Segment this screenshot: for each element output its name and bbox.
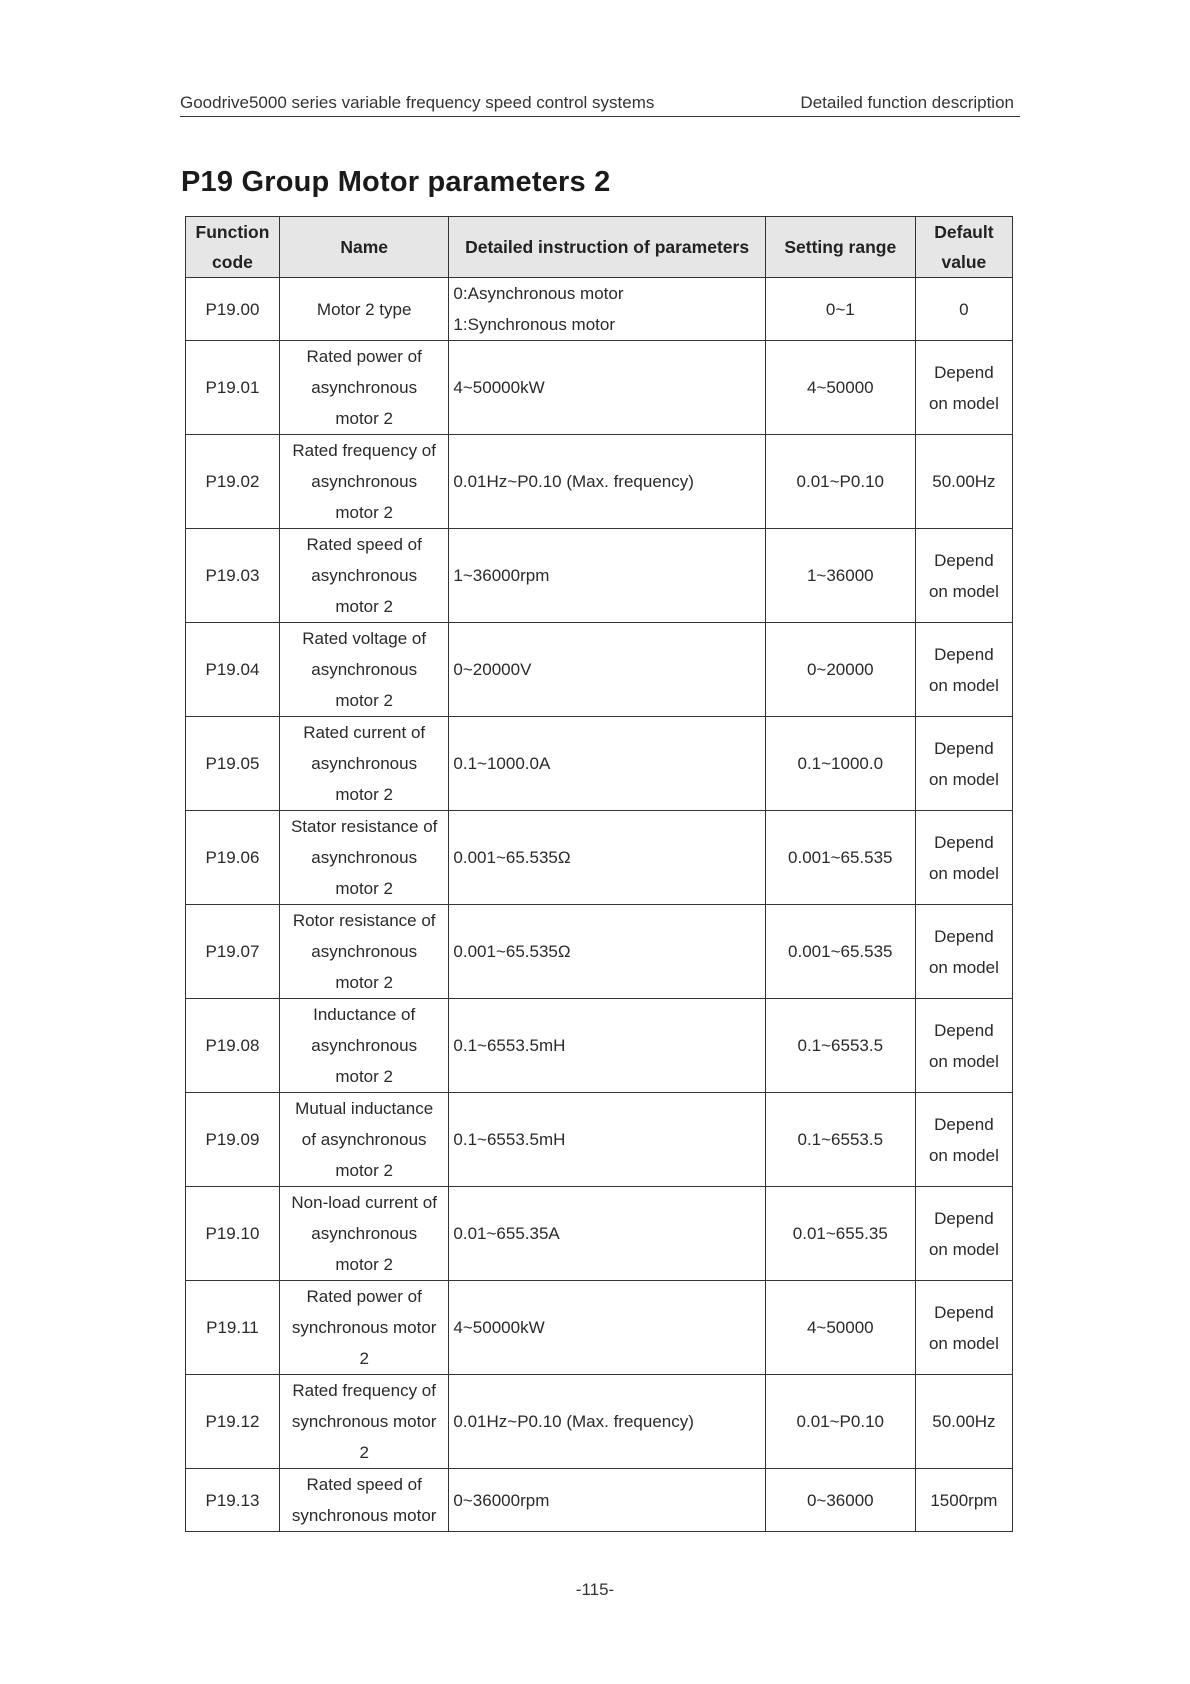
name-line: Mutual inductance [295,1099,434,1118]
name-line: motor 2 [335,1067,393,1086]
name-line: 2 [359,1349,369,1368]
parameter-table [185,216,1013,1532]
table-row [186,999,1013,1093]
name-cell [279,278,449,341]
name-line: motor 2 [335,691,393,710]
default-value-line: Depend [934,1114,994,1134]
detail-cell [449,811,765,905]
default-value-cell [915,811,1012,905]
default-value-cell [915,1469,1012,1532]
header-setting-range: Setting range [765,217,915,278]
name-line: synchronous motor [291,1506,437,1525]
detail-line: 0~36000rpm [453,1490,550,1510]
name-line: Rated frequency of [292,1381,436,1400]
detail-line: 0.01~655.35A [453,1224,560,1243]
table-row [186,1375,1013,1469]
detail-line: 0~20000V [453,660,532,679]
function-code-cell: P19.03 [186,529,280,623]
name-cell [279,1469,449,1532]
name-line: Non-load current of [291,1193,437,1212]
table-row [186,717,1013,811]
name-line: Rated speed of [306,1475,422,1494]
name-line: motor 2 [335,503,393,522]
name-line: motor 2 [335,409,393,428]
setting-range-cell: 0.001~65.535 [765,811,915,905]
default-value-line: 50.00Hz [932,1412,996,1431]
detail-line: 0.001~65.535Ω [453,942,571,961]
header-name: Name [279,217,449,278]
setting-range-cell: 1~36000 [765,529,915,623]
name-line: asynchronous [311,378,418,397]
default-value-cell [915,1281,1012,1375]
function-code-cell: P19.07 [186,905,280,999]
table-row [186,623,1013,717]
setting-range-cell: 0~20000 [765,623,915,717]
default-value-line: Depend [934,832,994,852]
setting-range-cell: 0.01~655.35 [765,1187,915,1281]
default-value-line: 1500rpm [930,1490,998,1510]
header-function-code [186,217,280,278]
default-value-line: Depend [934,926,994,946]
name-line: asynchronous [311,566,418,585]
name-line: Inductance of [313,1005,416,1024]
default-value-cell [915,1375,1012,1469]
detail-line: 0.01Hz~P0.10 (Max. frequency) [453,472,694,491]
detail-line: 4~50000kW [453,378,545,397]
detail-cell [449,1093,765,1187]
detail-cell [449,623,765,717]
name-line: asynchronous [311,472,418,491]
detail-line: 1~36000rpm [453,566,550,585]
name-line: asynchronous [311,942,418,961]
name-cell [279,1187,449,1281]
table-row [186,1093,1013,1187]
name-cell [279,999,449,1093]
name-line: Rated power of [306,347,422,366]
header-default-value-line: Default [934,222,994,242]
name-line: Rated frequency of [292,441,436,460]
setting-range-cell: 0.1~6553.5 [765,999,915,1093]
detail-line: 0.1~1000.0A [453,754,551,773]
section-title: P19 Group Motor parameters 2 [181,166,611,198]
detail-cell [449,341,765,435]
setting-range-cell: 0.01~P0.10 [765,1375,915,1469]
name-line: asynchronous [311,1036,418,1055]
header-detailed-instruction: Detailed instruction of parameters [449,217,765,278]
table-header-row [186,217,1013,278]
name-line: Rated current of [303,723,426,742]
name-line: motor 2 [335,597,393,616]
detail-cell [449,1375,765,1469]
setting-range-cell: 4~50000 [765,341,915,435]
name-line: asynchronous [311,660,418,679]
detail-cell [449,1281,765,1375]
setting-range-cell: 4~50000 [765,1281,915,1375]
name-line: Stator resistance of [290,817,438,836]
name-line: Rated voltage of [302,629,427,648]
default-value-line: Depend [934,1302,994,1322]
setting-range-cell: 0.1~6553.5 [765,1093,915,1187]
page-header [180,92,1020,117]
default-value-line: on model [928,1051,999,1071]
name-line: synchronous motor [291,1318,437,1337]
default-value-line: on model [928,393,999,413]
table-header [186,217,1013,278]
name-line: Rated power of [306,1287,422,1306]
function-code-cell: P19.06 [186,811,280,905]
header-function-code-line: Function [195,222,270,242]
name-cell [279,905,449,999]
table-row [186,1187,1013,1281]
default-value-line: Depend [934,738,994,758]
name-cell [279,529,449,623]
default-value-cell [915,278,1012,341]
name-cell [279,811,449,905]
table-row [186,905,1013,999]
default-value-line: on model [928,1239,999,1259]
default-value-line: on model [928,1333,999,1353]
name-cell [279,435,449,529]
name-line: asynchronous [311,1224,418,1243]
function-code-cell: P19.00 [186,278,280,341]
header-default-value-line: value [941,252,987,272]
detail-line: 0.1~6553.5mH [453,1036,566,1055]
default-value-line: Depend [934,1020,994,1040]
default-value-line: Depend [934,644,994,664]
detail-line: 0.001~65.535Ω [453,848,571,867]
default-value-line: on model [928,957,999,977]
default-value-line: Depend [934,1208,994,1228]
function-code-cell: P19.05 [186,717,280,811]
name-cell [279,341,449,435]
table-row [186,811,1013,905]
header-function-code-line: code [212,252,253,272]
name-line: motor 2 [335,1161,393,1180]
function-code-cell: P19.09 [186,1093,280,1187]
setting-range-cell: 0.1~1000.0 [765,717,915,811]
name-cell [279,1093,449,1187]
default-value-line: on model [928,581,999,601]
setting-range-cell: 0.01~P0.10 [765,435,915,529]
detail-line: 0:Asynchronous motor [453,284,624,303]
name-cell [279,1375,449,1469]
table-row [186,529,1013,623]
detail-line: 1:Synchronous motor [453,315,616,334]
name-line: asynchronous [311,754,418,773]
detail-cell [449,278,765,341]
function-code-cell: P19.04 [186,623,280,717]
name-line: Rated speed of [306,535,422,554]
default-value-line: on model [928,769,999,789]
name-line: motor 2 [335,1255,393,1274]
function-code-cell: P19.10 [186,1187,280,1281]
default-value-line: Depend [934,362,994,382]
function-code-cell: P19.12 [186,1375,280,1469]
function-code-cell: P19.02 [186,435,280,529]
name-line: synchronous motor [291,1412,437,1431]
setting-range-cell: 0.001~65.535 [765,905,915,999]
name-line: Motor 2 type [316,299,412,319]
detail-cell [449,717,765,811]
default-value-cell [915,623,1012,717]
header-default-value [915,217,1012,278]
default-value-line: on model [928,675,999,695]
default-value-cell [915,717,1012,811]
name-cell [279,717,449,811]
default-value-cell [915,999,1012,1093]
name-line: motor 2 [335,973,393,992]
name-line: of asynchronous [301,1130,427,1149]
default-value-cell [915,341,1012,435]
name-cell [279,623,449,717]
detail-line: 4~50000kW [453,1318,545,1337]
default-value-line: 0 [959,299,969,319]
table-body [186,278,1013,1532]
detail-cell [449,905,765,999]
name-line: asynchronous [311,848,418,867]
setting-range-cell: 0~36000 [765,1469,915,1532]
header-chapter-title: Detailed function description [800,93,1014,112]
default-value-cell [915,1187,1012,1281]
default-value-line: on model [928,863,999,883]
table-row [186,1281,1013,1375]
function-code-cell: P19.11 [186,1281,280,1375]
detail-line: 0.1~6553.5mH [453,1130,566,1149]
detail-cell [449,1469,765,1532]
name-cell [279,1281,449,1375]
detail-cell [449,999,765,1093]
detail-cell [449,1187,765,1281]
default-value-cell [915,529,1012,623]
name-line: 2 [359,1443,369,1462]
setting-range-cell: 0~1 [765,278,915,341]
table-row [186,341,1013,435]
header-manual-title: Goodrive5000 series variable frequency speed control systems [180,93,655,112]
default-value-cell [915,905,1012,999]
detail-cell [449,435,765,529]
default-value-line: 50.00Hz [932,472,996,491]
function-code-cell: P19.01 [186,341,280,435]
default-value-cell [915,1093,1012,1187]
table-row [186,1469,1013,1532]
function-code-cell: P19.13 [186,1469,280,1532]
table-row [186,278,1013,341]
name-line: motor 2 [335,785,393,804]
name-line: Rotor resistance of [292,911,436,930]
detail-cell [449,529,765,623]
default-value-line: Depend [934,550,994,570]
name-line: motor 2 [335,879,393,898]
default-value-line: on model [928,1145,999,1165]
page-number: -115- [575,1580,615,1599]
detail-line: 0.01Hz~P0.10 (Max. frequency) [453,1412,694,1431]
default-value-cell [915,435,1012,529]
table-row [186,435,1013,529]
function-code-cell: P19.08 [186,999,280,1093]
